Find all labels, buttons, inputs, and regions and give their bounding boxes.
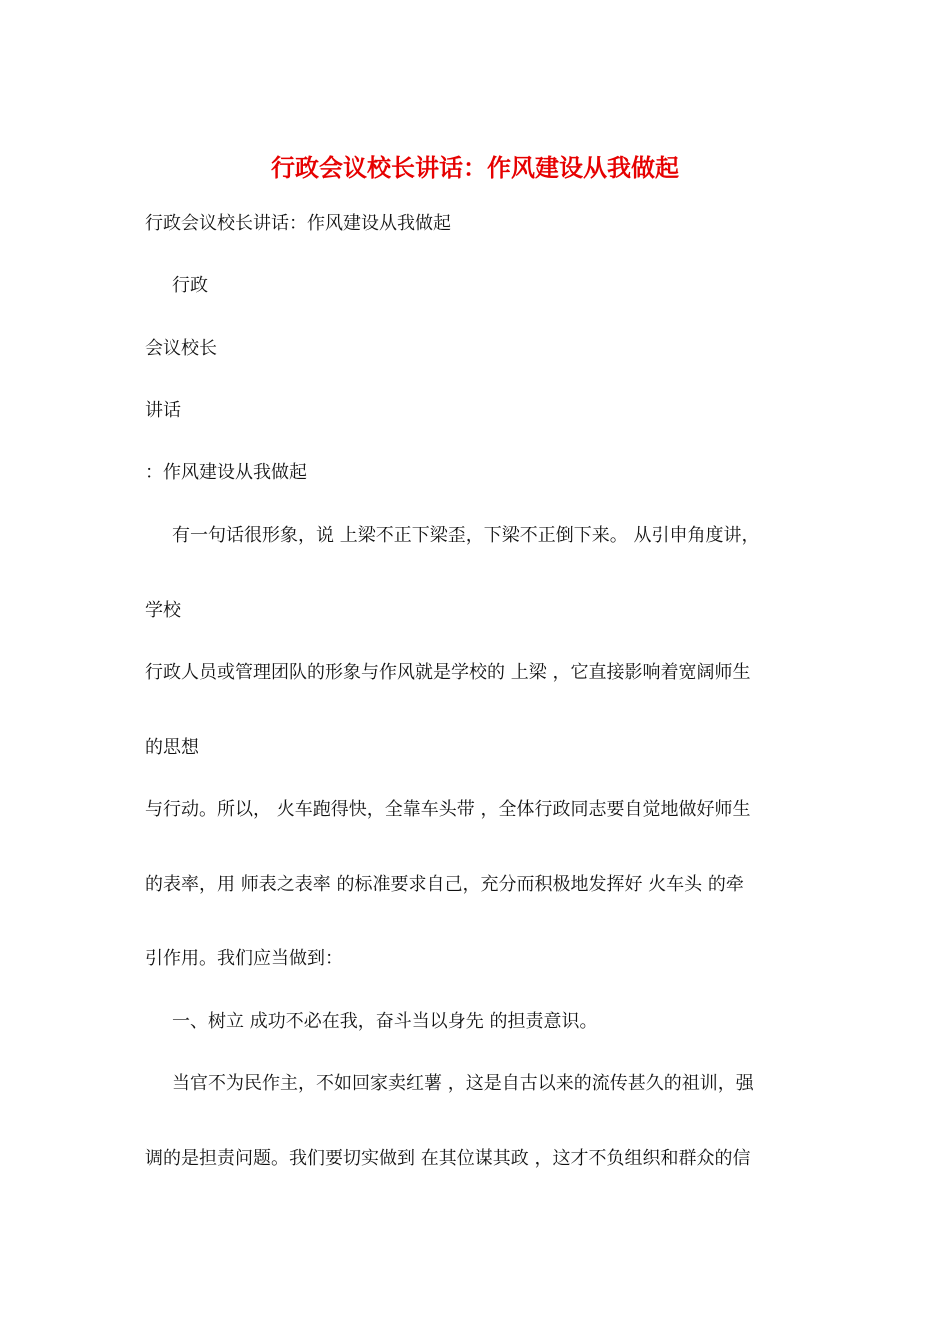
paragraph-line: 有一句话很形象，说 上梁不正下梁歪，下梁不正倒下来。 从引申角度讲， [172, 525, 760, 546]
body-line: ：作风建设从我做起 [145, 462, 307, 483]
body-line: 讲话 [145, 400, 181, 421]
paragraph-line: 学校 [145, 600, 181, 621]
section-heading: 一、树立 成功不必在我，奋斗当以身先 的担责意识。 [172, 1011, 598, 1032]
document-title: 行政会议校长讲话：作风建设从我做起 [271, 153, 679, 182]
paragraph-line: 当官不为民作主，不如回家卖红薯 ，这是自古以来的流传甚久的祖训，强 [172, 1073, 754, 1094]
body-line: 行政 [172, 275, 208, 296]
paragraph-line: 调的是担责问题。我们要切实做到 在其位谋其政 ，这才不负组织和群众的信 [145, 1148, 751, 1169]
paragraph-line: 的思想 [145, 737, 199, 758]
paragraph-line: 行政人员或管理团队的形象与作风就是学校的 上梁 ，它直接影响着宽阔师生 [145, 662, 751, 683]
paragraph-line: 的表率，用 师表之表率 的标准要求自己，充分而积极地发挥好 火车头 的牵 [145, 874, 744, 895]
paragraph-line: 引作用。我们应当做到： [145, 948, 343, 969]
subtitle-line: 行政会议校长讲话：作风建设从我做起 [145, 213, 451, 234]
body-line: 会议校长 [145, 338, 217, 359]
paragraph-line: 与行动。所以， 火车跑得快，全靠车头带 ，全体行政同志要自觉地做好师生 [145, 799, 751, 820]
